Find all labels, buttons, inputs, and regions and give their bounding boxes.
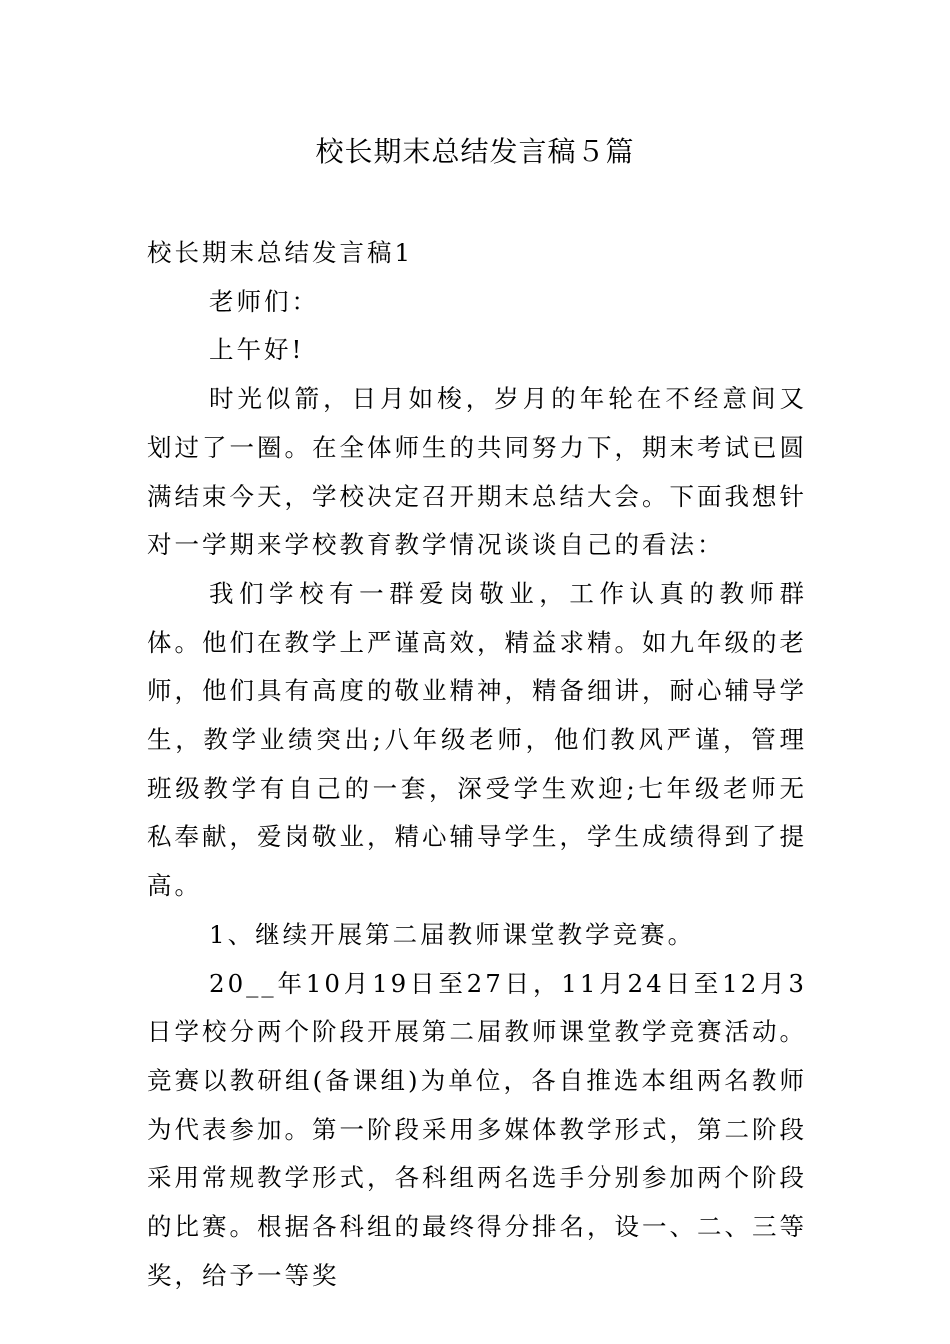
body-paragraph: 我们学校有一群爱岗敬业，工作认真的教师群体。他们在教学上严谨高效，精益求精。如九年级的老师，他们具有高度的敬业精神，精备细讲，耐心辅导学生，教学业绩突出;八年级老师，他们教风严谨，管理班级教学有自己的一套，深受学生欢迎;七年级老师无私奉献，爱岗敬业，精心辅导学生，学生成绩得到了提高。 xyxy=(147,578,807,901)
body-paragraph: 20__年10月19日至27日，11月24日至12月3日学校分两个阶段开展第二届教师课堂教学竞赛活动。竞赛以教研组(备课组)为单位，各自推选本组两名教师为代表参加。第一阶段采用多媒体教学形式，第二阶段采用常规教学形式，各科组两名选手分别参加两个阶段的比赛。根据各科组的最终得分排名，设一、二、三等奖，给予一等奖 xyxy=(147,968,807,1290)
document-title: 校长期末总结发言稿５篇 xyxy=(315,135,635,168)
salutation-paragraph: 老师们： xyxy=(209,286,319,316)
body-paragraph: 时光似箭，日月如梭，岁月的年轮在不经意间又划过了一圈。在全体师生的共同努力下，期末考试已圆满结束今天，学校决定召开期末总结大会。下面我想针对一学期来学校教育教学情况谈谈自己的看法： xyxy=(147,384,807,560)
section-heading: 校长期末总结发言稿1 xyxy=(147,238,414,267)
document-body xyxy=(147,229,807,1300)
list-item-paragraph: 1、继续开展第二届教师课堂教学竞赛。 xyxy=(209,919,696,949)
greeting-paragraph: 上午好! xyxy=(209,335,305,365)
